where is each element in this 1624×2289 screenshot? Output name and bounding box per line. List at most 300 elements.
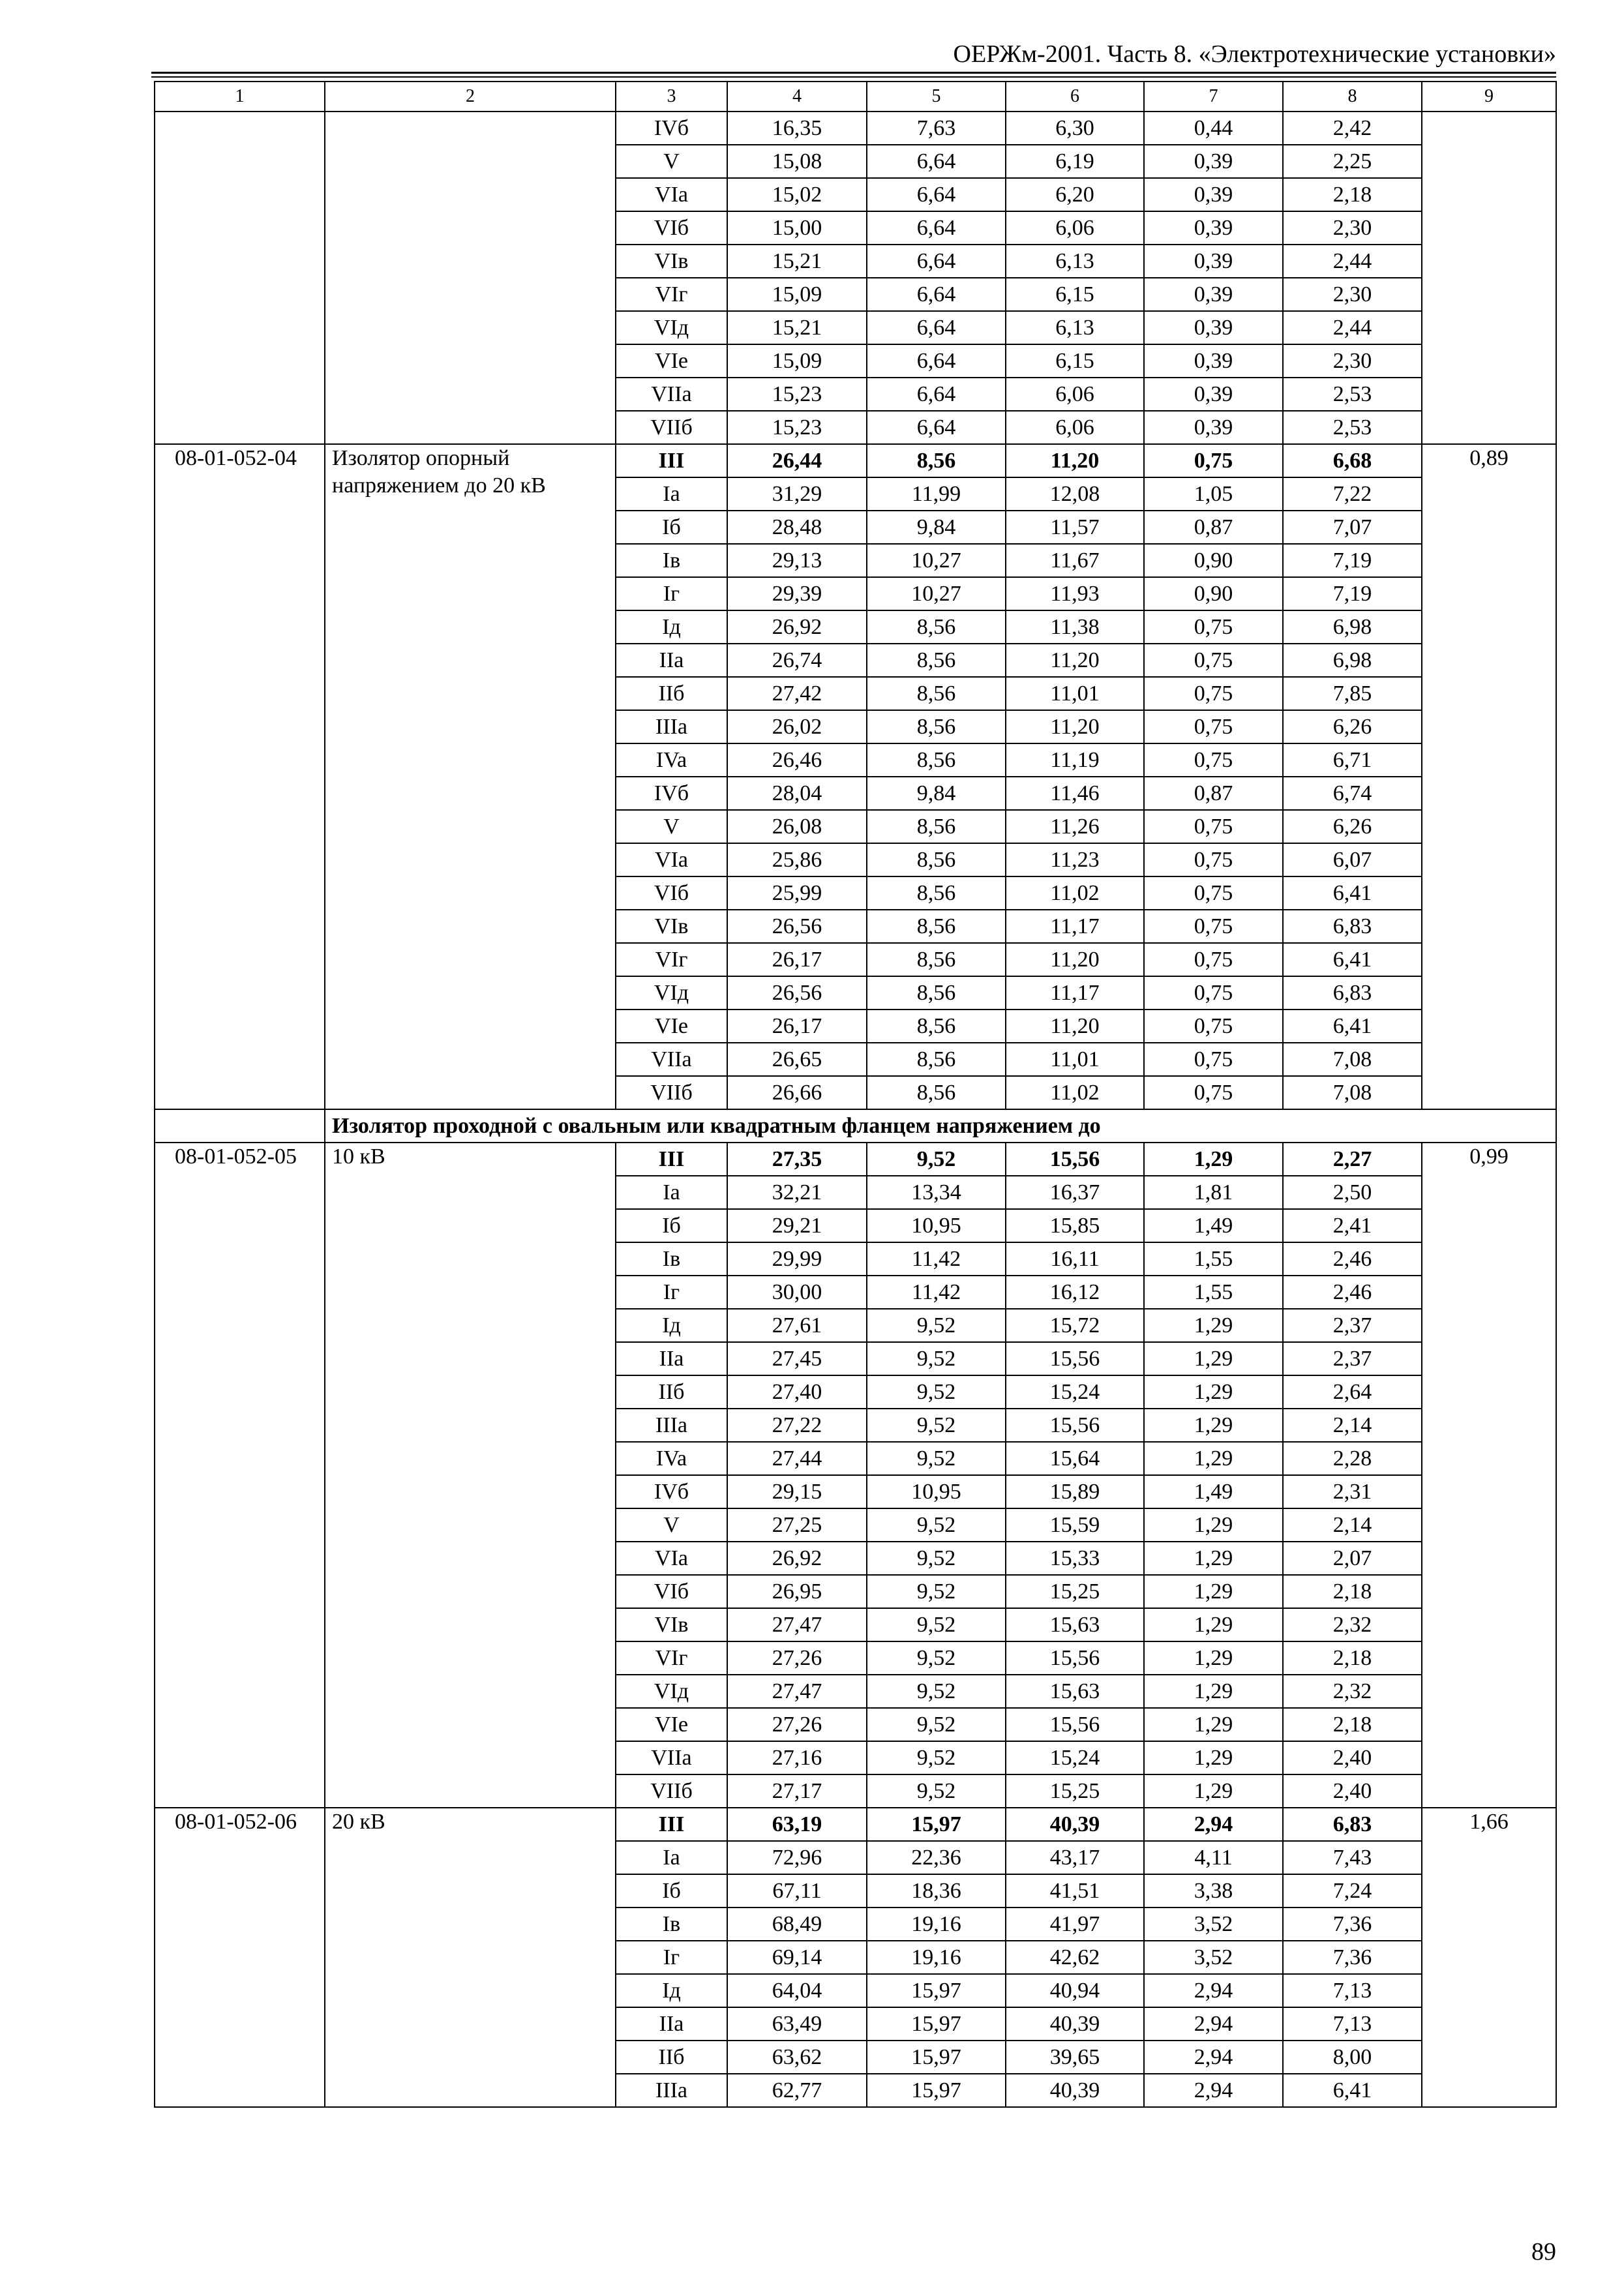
value-col7: 1,29: [1144, 1309, 1283, 1342]
value-col7: 0,75: [1144, 1076, 1283, 1109]
value-col7: 3,52: [1144, 1908, 1283, 1941]
value-col8: 6,41: [1283, 1010, 1422, 1043]
value-col8: 7,24: [1283, 1874, 1422, 1908]
value-col5: 9,52: [867, 1641, 1006, 1675]
value-col6: 15,85: [1006, 1209, 1144, 1242]
value-col8: 7,08: [1283, 1076, 1422, 1109]
zone-cell: V: [616, 145, 727, 178]
value-total: 27,44: [727, 1442, 867, 1475]
value-col5: 8,56: [867, 1043, 1006, 1076]
value-total: 68,49: [727, 1908, 867, 1941]
zone-cell: IIб: [616, 2041, 727, 2074]
value-col7: 0,90: [1144, 544, 1283, 577]
value-col5: 15,97: [867, 2041, 1006, 2074]
value-total: 26,74: [727, 644, 867, 677]
value-col8: 6,98: [1283, 644, 1422, 677]
zone-cell: III: [616, 444, 727, 477]
value-col5: 6,64: [867, 278, 1006, 311]
zone-cell: IIIa: [616, 1409, 727, 1442]
zone-cell: VIд: [616, 311, 727, 344]
value-col7: 1,29: [1144, 1708, 1283, 1741]
zone-cell: V: [616, 1508, 727, 1542]
value-total: 26,02: [727, 710, 867, 743]
value-col5: 9,52: [867, 1575, 1006, 1608]
value-col5: 11,42: [867, 1276, 1006, 1309]
value-col5: 8,56: [867, 644, 1006, 677]
value-col5: 6,64: [867, 178, 1006, 211]
zone-cell: Iг: [616, 1276, 727, 1309]
zone-cell: VIб: [616, 211, 727, 245]
zone-cell: VIa: [616, 178, 727, 211]
value-col5: 10,95: [867, 1209, 1006, 1242]
zone-cell: Iд: [616, 1974, 727, 2007]
value-col6: 15,89: [1006, 1475, 1144, 1508]
value-col8: 2,07: [1283, 1542, 1422, 1575]
value-col7: 0,87: [1144, 777, 1283, 810]
value-col6: 15,24: [1006, 1375, 1144, 1409]
value-col8: 7,13: [1283, 2007, 1422, 2041]
value-col5: 8,56: [867, 610, 1006, 644]
value-col8: 2,44: [1283, 245, 1422, 278]
value-total: 27,17: [727, 1774, 867, 1808]
value-col5: 8,56: [867, 876, 1006, 910]
value-col5: 7,63: [867, 112, 1006, 145]
zone-cell: Iв: [616, 1908, 727, 1941]
value-col5: 8,56: [867, 843, 1006, 876]
value-col6: 11,46: [1006, 777, 1144, 810]
zone-cell: VIe: [616, 1010, 727, 1043]
value-col8: 6,41: [1283, 876, 1422, 910]
value-col7: 0,39: [1144, 311, 1283, 344]
item-name: 10 кВ: [325, 1143, 616, 1808]
value-col6: 6,15: [1006, 278, 1144, 311]
value-col5: 10,95: [867, 1475, 1006, 1508]
value-col7: 0,90: [1144, 577, 1283, 610]
value-col6: 6,06: [1006, 378, 1144, 411]
value-col7: 0,75: [1144, 743, 1283, 777]
value-col8: 6,68: [1283, 444, 1422, 477]
value-col5: 8,56: [867, 710, 1006, 743]
value-col7: 0,39: [1144, 344, 1283, 378]
column-number-cell: 4: [727, 82, 867, 112]
value-total: 26,46: [727, 743, 867, 777]
value-col8: 2,18: [1283, 1641, 1422, 1675]
value-col7: 4,11: [1144, 1841, 1283, 1874]
value-col8: 2,30: [1283, 211, 1422, 245]
zone-cell: IIa: [616, 644, 727, 677]
coefficient: 0,99: [1422, 1143, 1556, 1808]
value-col6: 6,20: [1006, 178, 1144, 211]
value-total: 26,56: [727, 976, 867, 1010]
value-col6: 15,56: [1006, 1641, 1144, 1675]
zone-cell: VIa: [616, 1542, 727, 1575]
value-total: 15,08: [727, 145, 867, 178]
value-total: 62,77: [727, 2074, 867, 2107]
value-col6: 16,37: [1006, 1176, 1144, 1209]
item-code: 08-01-052-05: [155, 1143, 325, 1808]
value-col7: 0,75: [1144, 644, 1283, 677]
value-col6: 40,39: [1006, 1808, 1144, 1841]
value-col8: 8,00: [1283, 2041, 1422, 2074]
value-total: 29,21: [727, 1209, 867, 1242]
value-col8: 2,46: [1283, 1276, 1422, 1309]
value-col5: 19,16: [867, 1941, 1006, 1974]
value-col6: 11,01: [1006, 1043, 1144, 1076]
value-col8: 2,30: [1283, 278, 1422, 311]
value-col7: 0,39: [1144, 411, 1283, 444]
coefficient: 0,89: [1422, 444, 1556, 1109]
value-col6: 15,72: [1006, 1309, 1144, 1342]
value-col7: 1,55: [1144, 1242, 1283, 1276]
value-col7: 0,75: [1144, 677, 1283, 710]
item-code: 08-01-052-06: [155, 1808, 325, 2107]
value-col8: 7,85: [1283, 677, 1422, 710]
value-total: 15,09: [727, 278, 867, 311]
value-col6: 11,26: [1006, 810, 1144, 843]
value-col6: 43,17: [1006, 1841, 1144, 1874]
value-col6: 11,17: [1006, 976, 1144, 1010]
zone-cell: Ia: [616, 1841, 727, 1874]
zone-cell: IIб: [616, 1375, 727, 1409]
value-col8: 6,83: [1283, 1808, 1422, 1841]
zone-cell: III: [616, 1143, 727, 1176]
value-col5: 8,56: [867, 743, 1006, 777]
value-total: 29,15: [727, 1475, 867, 1508]
value-col5: 8,56: [867, 810, 1006, 843]
value-col8: 2,46: [1283, 1242, 1422, 1276]
value-total: 26,44: [727, 444, 867, 477]
value-col6: 6,30: [1006, 112, 1144, 145]
zone-cell: IIб: [616, 677, 727, 710]
value-col8: 2,18: [1283, 1708, 1422, 1741]
value-col8: 6,41: [1283, 2074, 1422, 2107]
value-col7: 1,29: [1144, 1342, 1283, 1375]
value-col7: 1,29: [1144, 1774, 1283, 1808]
value-col5: 8,56: [867, 1076, 1006, 1109]
value-col8: 2,40: [1283, 1741, 1422, 1774]
value-col8: 6,41: [1283, 943, 1422, 976]
value-total: 16,35: [727, 112, 867, 145]
value-col7: 0,75: [1144, 610, 1283, 644]
value-col7: 0,39: [1144, 178, 1283, 211]
value-col8: 2,28: [1283, 1442, 1422, 1475]
column-number-cell: 1: [155, 82, 325, 112]
value-col7: 3,38: [1144, 1874, 1283, 1908]
zone-cell: Iв: [616, 1242, 727, 1276]
value-col7: 0,75: [1144, 810, 1283, 843]
zone-cell: Ia: [616, 477, 727, 511]
value-total: 27,47: [727, 1608, 867, 1641]
value-total: 25,99: [727, 876, 867, 910]
zone-cell: III: [616, 1808, 727, 1841]
column-number-cell: 5: [867, 82, 1006, 112]
value-col8: 2,32: [1283, 1675, 1422, 1708]
section-empty-cell: [155, 1109, 325, 1143]
value-col8: 6,83: [1283, 910, 1422, 943]
value-col7: 2,94: [1144, 2074, 1283, 2107]
value-col8: 2,18: [1283, 178, 1422, 211]
value-col7: 1,29: [1144, 1409, 1283, 1442]
value-col6: 15,56: [1006, 1409, 1144, 1442]
value-col6: 15,25: [1006, 1774, 1144, 1808]
coefficient: 1,66: [1422, 1808, 1556, 2107]
value-total: 15,02: [727, 178, 867, 211]
value-col6: 15,63: [1006, 1608, 1144, 1641]
value-total: 25,86: [727, 843, 867, 876]
value-col8: 7,19: [1283, 577, 1422, 610]
value-col6: 15,56: [1006, 1342, 1144, 1375]
value-total: 32,21: [727, 1176, 867, 1209]
value-col7: 1,29: [1144, 1143, 1283, 1176]
value-total: 26,17: [727, 1010, 867, 1043]
zone-cell: VIг: [616, 278, 727, 311]
value-col5: 9,52: [867, 1774, 1006, 1808]
value-col8: 2,41: [1283, 1209, 1422, 1242]
value-total: 29,39: [727, 577, 867, 610]
value-col6: 15,64: [1006, 1442, 1144, 1475]
value-col6: 6,06: [1006, 411, 1144, 444]
value-col7: 3,52: [1144, 1941, 1283, 1974]
value-col5: 9,52: [867, 1309, 1006, 1342]
value-col8: 2,31: [1283, 1475, 1422, 1508]
value-col7: 1,29: [1144, 1508, 1283, 1542]
value-col5: 6,64: [867, 378, 1006, 411]
value-col7: 1,05: [1144, 477, 1283, 511]
value-total: 29,99: [727, 1242, 867, 1276]
coefficient: [1422, 112, 1556, 444]
zone-cell: VIa: [616, 843, 727, 876]
zone-cell: IVб: [616, 112, 727, 145]
value-col7: 1,29: [1144, 1375, 1283, 1409]
item-code: 08-01-052-04: [155, 444, 325, 1109]
value-col7: 1,29: [1144, 1675, 1283, 1708]
value-col8: 2,37: [1283, 1309, 1422, 1342]
value-col7: 0,44: [1144, 112, 1283, 145]
value-col6: 15,24: [1006, 1741, 1144, 1774]
value-col8: 2,44: [1283, 311, 1422, 344]
value-col8: 2,18: [1283, 1575, 1422, 1608]
column-number-cell: 8: [1283, 82, 1422, 112]
header-rule-thin: [151, 76, 1556, 78]
value-col7: 1,49: [1144, 1475, 1283, 1508]
value-col7: 1,29: [1144, 1608, 1283, 1641]
zone-cell: Iг: [616, 1941, 727, 1974]
value-col6: 11,19: [1006, 743, 1144, 777]
value-col7: 0,39: [1144, 278, 1283, 311]
value-col7: 0,75: [1144, 876, 1283, 910]
value-total: 15,23: [727, 411, 867, 444]
section-row: [155, 1109, 1556, 1143]
value-col6: 15,25: [1006, 1575, 1144, 1608]
value-col5: 6,64: [867, 411, 1006, 444]
value-col6: 6,15: [1006, 344, 1144, 378]
value-col5: 8,56: [867, 677, 1006, 710]
value-col5: 8,56: [867, 1010, 1006, 1043]
value-col6: 12,08: [1006, 477, 1144, 511]
value-col8: 2,42: [1283, 112, 1422, 145]
value-col7: 0,75: [1144, 943, 1283, 976]
value-col7: 1,29: [1144, 1741, 1283, 1774]
value-col6: 15,33: [1006, 1542, 1144, 1575]
section-title: Изолятор проходной с овальным или квадратным фланцем напряжением до: [325, 1109, 1556, 1143]
value-col6: 11,02: [1006, 1076, 1144, 1109]
page-header-title: ОЕРЖм-2001. Часть 8. «Электротехнические установки»: [953, 40, 1556, 68]
value-col6: 42,62: [1006, 1941, 1144, 1974]
value-col6: 6,13: [1006, 311, 1144, 344]
value-col5: 10,27: [867, 577, 1006, 610]
value-col6: 11,67: [1006, 544, 1144, 577]
value-col5: 9,84: [867, 777, 1006, 810]
value-total: 15,21: [727, 311, 867, 344]
value-col7: 1,29: [1144, 1575, 1283, 1608]
value-col6: 11,23: [1006, 843, 1144, 876]
item-code: [155, 112, 325, 444]
value-total: 26,92: [727, 610, 867, 644]
value-total: 29,13: [727, 544, 867, 577]
value-col8: 7,19: [1283, 544, 1422, 577]
column-number-row: [155, 82, 1556, 112]
value-col5: 8,56: [867, 444, 1006, 477]
value-col6: 6,06: [1006, 211, 1144, 245]
value-col5: 6,64: [867, 211, 1006, 245]
zone-cell: VIг: [616, 943, 727, 976]
value-total: 63,49: [727, 2007, 867, 2041]
item-name: Изолятор опорный напряжением до 20 кВ: [325, 444, 616, 1109]
value-col8: 2,37: [1283, 1342, 1422, 1375]
zone-cell: IIa: [616, 1342, 727, 1375]
value-col5: 8,56: [867, 910, 1006, 943]
value-col7: 0,75: [1144, 843, 1283, 876]
table-row: [155, 1808, 1556, 1841]
value-col7: 0,75: [1144, 976, 1283, 1010]
value-total: 27,16: [727, 1741, 867, 1774]
value-col5: 19,16: [867, 1908, 1006, 1941]
value-col5: 22,36: [867, 1841, 1006, 1874]
zone-cell: IVa: [616, 743, 727, 777]
value-col8: 7,07: [1283, 511, 1422, 544]
value-col8: 2,53: [1283, 378, 1422, 411]
value-col6: 41,97: [1006, 1908, 1144, 1941]
value-col5: 15,97: [867, 2007, 1006, 2041]
value-total: 27,26: [727, 1708, 867, 1741]
value-total: 26,08: [727, 810, 867, 843]
value-total: 27,35: [727, 1143, 867, 1176]
zone-cell: Iб: [616, 511, 727, 544]
value-col5: 6,64: [867, 311, 1006, 344]
value-col8: 7,36: [1283, 1908, 1422, 1941]
value-total: 27,25: [727, 1508, 867, 1542]
value-total: 64,04: [727, 1974, 867, 2007]
value-total: 31,29: [727, 477, 867, 511]
value-col5: 18,36: [867, 1874, 1006, 1908]
value-total: 72,96: [727, 1841, 867, 1874]
zone-cell: VIв: [616, 1608, 727, 1641]
value-col6: 11,20: [1006, 644, 1144, 677]
value-col6: 39,65: [1006, 2041, 1144, 2074]
zone-cell: Iд: [616, 610, 727, 644]
zone-cell: IVб: [616, 1475, 727, 1508]
zone-cell: Ia: [616, 1176, 727, 1209]
value-col6: 11,01: [1006, 677, 1144, 710]
value-col7: 0,75: [1144, 1010, 1283, 1043]
value-col5: 9,52: [867, 1542, 1006, 1575]
value-col8: 7,08: [1283, 1043, 1422, 1076]
value-total: 26,65: [727, 1043, 867, 1076]
value-col6: 15,56: [1006, 1708, 1144, 1741]
value-col5: 9,52: [867, 1675, 1006, 1708]
zone-cell: VIe: [616, 344, 727, 378]
value-col6: 11,02: [1006, 876, 1144, 910]
value-col5: 9,52: [867, 1508, 1006, 1542]
value-col6: 40,39: [1006, 2074, 1144, 2107]
zone-cell: VIIб: [616, 1774, 727, 1808]
zone-cell: IIa: [616, 2007, 727, 2041]
rates-table: [154, 81, 1557, 2108]
zone-cell: VIIб: [616, 1076, 727, 1109]
value-col5: 8,56: [867, 943, 1006, 976]
value-col8: 6,98: [1283, 610, 1422, 644]
zone-cell: VIб: [616, 876, 727, 910]
value-total: 26,17: [727, 943, 867, 976]
zone-cell: VIe: [616, 1708, 727, 1741]
value-col5: 11,42: [867, 1242, 1006, 1276]
value-col7: 2,94: [1144, 2007, 1283, 2041]
value-total: 26,95: [727, 1575, 867, 1608]
value-col8: 6,26: [1283, 710, 1422, 743]
value-col5: 10,27: [867, 544, 1006, 577]
value-col8: 6,26: [1283, 810, 1422, 843]
value-total: 26,66: [727, 1076, 867, 1109]
value-total: 67,11: [727, 1874, 867, 1908]
value-total: 15,23: [727, 378, 867, 411]
value-col6: 11,20: [1006, 710, 1144, 743]
value-col7: 0,39: [1144, 211, 1283, 245]
value-col5: 6,64: [867, 145, 1006, 178]
value-col6: 11,20: [1006, 1010, 1144, 1043]
zone-cell: Iг: [616, 577, 727, 610]
column-number-cell: 6: [1006, 82, 1144, 112]
zone-cell: VIв: [616, 910, 727, 943]
value-col7: 0,75: [1144, 910, 1283, 943]
value-col5: 15,97: [867, 1974, 1006, 2007]
value-col5: 13,34: [867, 1176, 1006, 1209]
value-col7: 2,94: [1144, 1808, 1283, 1841]
zone-cell: VIб: [616, 1575, 727, 1608]
value-col6: 16,12: [1006, 1276, 1144, 1309]
value-col6: 11,20: [1006, 943, 1144, 976]
value-col6: 6,19: [1006, 145, 1144, 178]
zone-cell: IIIa: [616, 2074, 727, 2107]
column-number-cell: 9: [1422, 82, 1556, 112]
value-col6: 11,17: [1006, 910, 1144, 943]
zone-cell: IVб: [616, 777, 727, 810]
zone-cell: IVa: [616, 1442, 727, 1475]
value-total: 63,19: [727, 1808, 867, 1841]
value-col8: 2,14: [1283, 1508, 1422, 1542]
value-total: 27,22: [727, 1409, 867, 1442]
value-col5: 9,52: [867, 1708, 1006, 1741]
table-row: [155, 112, 1556, 145]
column-number-cell: 7: [1144, 82, 1283, 112]
value-total: 28,48: [727, 511, 867, 544]
zone-cell: Iб: [616, 1874, 727, 1908]
zone-cell: VIв: [616, 245, 727, 278]
zone-cell: VIд: [616, 976, 727, 1010]
value-total: 27,45: [727, 1342, 867, 1375]
value-col5: 9,52: [867, 1741, 1006, 1774]
value-col7: 1,29: [1144, 1641, 1283, 1675]
value-col8: 6,74: [1283, 777, 1422, 810]
